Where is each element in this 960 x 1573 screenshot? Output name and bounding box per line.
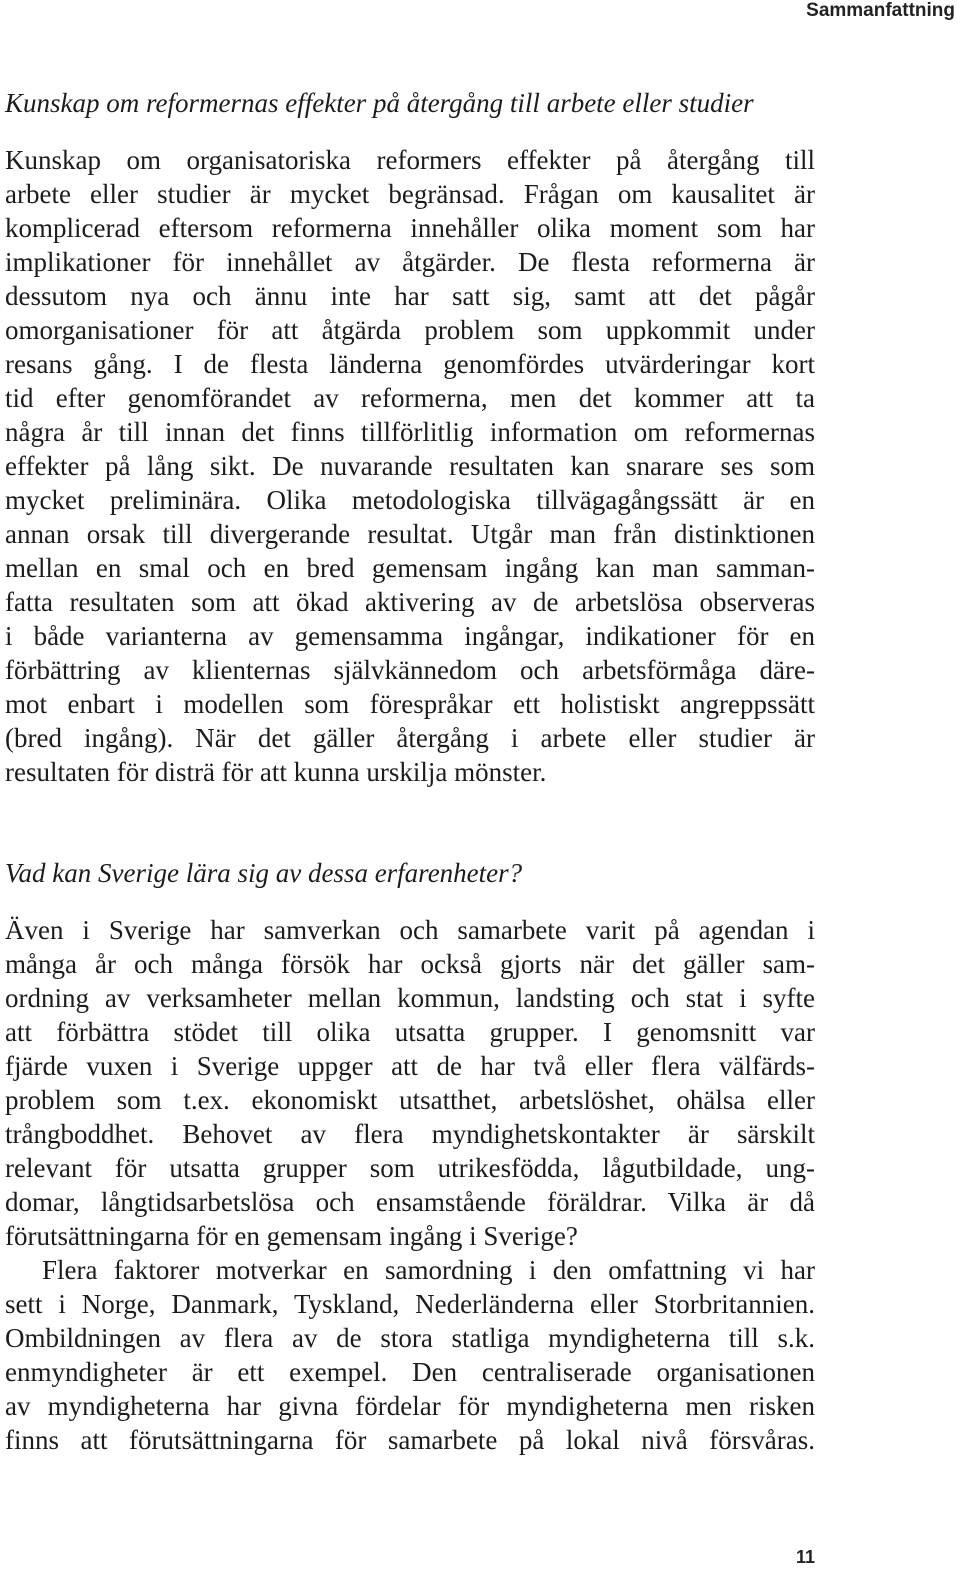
text-line: ordning av verksamheter mellan kommun, landsting och stat i syfte: [5, 983, 815, 1013]
text-line: finns att förutsättningarna för samarbete på lokal nivå försvåras.: [5, 1425, 815, 1455]
text-line: i både varianterna av gemensamma ingångar, indikationer för en: [5, 621, 815, 651]
text-line: Ombildningen av flera av de stora statliga myndigheterna till s.k.: [5, 1323, 815, 1353]
text-line: fatta resultaten som att ökad aktivering av de arbetslösa observeras: [5, 587, 815, 617]
text-line: relevant för utsatta grupper som utrikesfödda, lågutbildade, ung-: [5, 1153, 815, 1183]
text-line: arbete eller studier är mycket begränsad. Frågan om kausalitet är: [5, 179, 815, 209]
text-line: att förbättra stödet till olika utsatta grupper. I genomsnitt var: [5, 1017, 815, 1047]
text-line: några år till innan det finns tillförlitlig information om reformernas: [5, 417, 815, 447]
page-number: 11: [795, 1547, 815, 1567]
paragraph: [5, 1253, 815, 1457]
text-line: förutsättningarna för en gemensam ingång i Sverige?: [5, 1221, 578, 1251]
text-line: dessutom nya och ännu inte har satt sig, samt att det pågår: [5, 281, 815, 311]
text-line: domar, långtidsarbetslösa och ensamstående föräldrar. Vilka är då: [5, 1187, 815, 1217]
text-line: annan orsak till divergerande resultat. Utgår man från distinktionen: [5, 519, 815, 549]
text-line: enmyndigheter är ett exempel. Den centraliserade organisationen: [5, 1357, 815, 1387]
text-line: mycket preliminära. Olika metodologiska tillvägagångssätt är en: [5, 485, 815, 515]
text-line: problem som t.ex. ekonomiskt utsatthet, arbetslöshet, ohälsa eller: [5, 1085, 815, 1115]
text-line: trångboddhet. Behovet av flera myndighetskontakter är särskilt: [5, 1119, 815, 1149]
text-line: Flera faktorer motverkar en samordning i den omfattning vi har: [42, 1255, 815, 1285]
text-line: omorganisationer för att åtgärda problem som uppkommit under: [5, 315, 815, 345]
text-line: många år och många försök har också gjorts när det gäller sam-: [5, 949, 815, 979]
text-line: implikationer för innehållet av åtgärder. De flesta reformerna är: [5, 247, 815, 277]
section-heading: Vad kan Sverige lära sig av dessa erfarenheter?: [5, 858, 523, 888]
text-line: resans gång. I de flesta länderna genomfördes utvärderingar kort: [5, 349, 815, 379]
section-heading: Kunskap om reformernas effekter på återgång till arbete eller studier: [5, 88, 754, 118]
text-line: tid efter genomförandet av reformerna, men det kommer att ta: [5, 383, 815, 413]
text-line: sett i Norge, Danmark, Tyskland, Nederländerna eller Storbritannien.: [5, 1289, 815, 1319]
text-line: (bred ingång). När det gäller återgång i arbete eller studier är: [5, 723, 815, 753]
text-line: fjärde vuxen i Sverige uppger att de har två eller flera välfärds-: [5, 1051, 815, 1081]
text-line: effekter på lång sikt. De nuvarande resultaten kan snarare ses som: [5, 451, 815, 481]
text-line: Även i Sverige har samverkan och samarbete varit på agendan i: [5, 915, 815, 945]
paragraph: [5, 143, 815, 789]
text-line: mellan en smal och en bred gemensam ingång kan man samman-: [5, 553, 815, 583]
text-line: resultaten för disträ för att kunna urskilja mönster.: [5, 757, 547, 787]
text-line: komplicerad eftersom reformerna innehåller olika moment som har: [5, 213, 815, 243]
text-line: av myndigheterna har givna fördelar för myndigheterna men risken: [5, 1391, 815, 1421]
text-line: mot enbart i modellen som förespråkar ett holistiskt angreppssätt: [5, 689, 815, 719]
paragraph: [5, 913, 815, 1253]
text-line: förbättring av klienternas självkännedom och arbetsförmåga däre-: [5, 655, 815, 685]
text-line: Kunskap om organisatoriska reformers effekter på återgång till: [5, 145, 815, 175]
running-header: Sammanfattning: [806, 0, 955, 21]
